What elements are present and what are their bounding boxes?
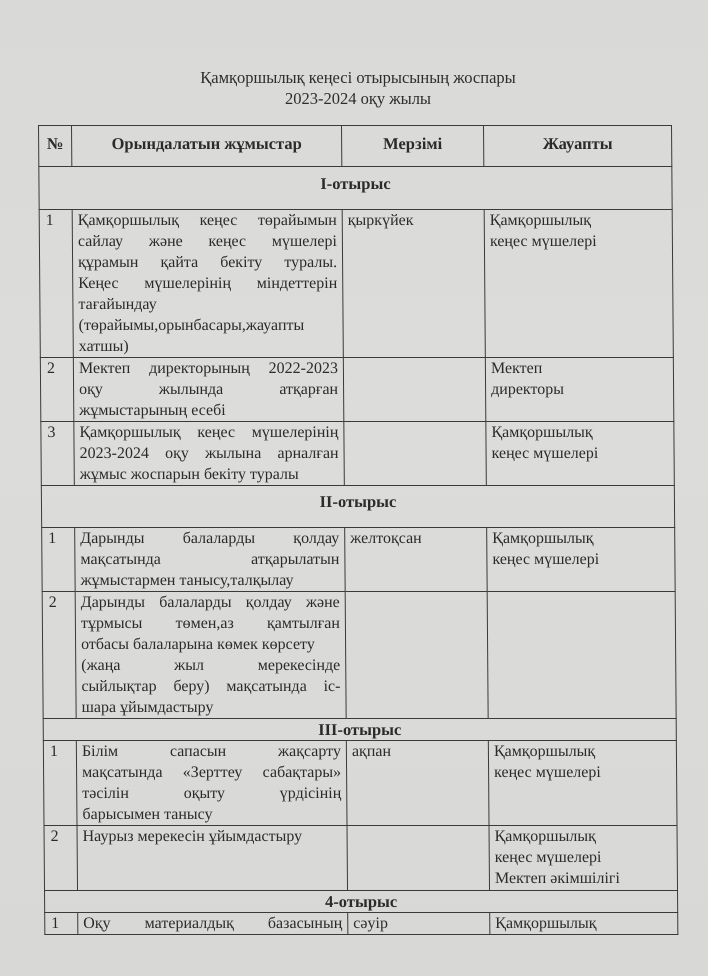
cell-responsible [489,826,678,891]
responsible-line: директоры [491,381,565,398]
work-line: құрамын қайта бекіту туралы. [78,254,338,271]
work-line: Оқу материалдық базасының [83,915,343,932]
work-line: отбасы балаларына көмек көрсету [81,636,315,653]
work-line: жұмыстарының есебі [79,402,226,419]
cell-work [74,422,345,486]
work-line: тағайындау [78,296,157,313]
cell-work [72,210,343,358]
header-responsible: Жауапты [484,126,672,167]
cell-work [73,358,344,422]
work-line: сыйлықтар беру) мақсатында іс- [81,678,341,695]
cell-responsible [488,741,677,826]
cell-no: 1 [42,528,76,592]
cell-responsible [490,913,678,935]
table-header-row [39,126,672,167]
work-line: (жаңа жыл мерекесінде [81,657,341,674]
cell-term [345,592,488,719]
cell-responsible [487,528,676,592]
cell-responsible [486,422,675,486]
title-line-2: 2023-2024 оқу жылы [284,89,432,108]
title-line-1: Қамқоршылық кеңесі отырысының жоспары [200,68,516,87]
work-line: Кеңес мүшелерінің міндеттерін [78,275,338,292]
work-line: 2023-2024 оқу жылына арналған [79,445,339,462]
work-line: оқу жылында атқарған [79,381,339,398]
responsible-line: Қамқоршылық [494,828,596,845]
cell-term: ақпан [346,741,489,826]
work-line: Қамқоршылық кеңес төрайымын [77,212,337,229]
responsible-line: Қамқоршылық [495,915,597,932]
table-row [45,913,678,935]
responsible-line: Қамқоршылық [489,212,592,229]
cell-term: қыркүйек [342,210,485,358]
document-title [0,67,708,109]
responsible-line: кеңес мүшелері [494,849,602,866]
work-line: шара ұйымдастыру [81,699,214,716]
table-body [39,167,678,935]
cell-responsible [484,210,673,358]
work-line: Мектеп директорының 2022-2023 [78,360,338,377]
table-row [40,358,674,422]
work-line: сайлау және кеңес мүшелері [77,233,337,250]
plan-table-container [38,125,678,935]
responsible-line: кеңес мүшелері [494,764,601,781]
work-line: Дарынды балаларды қолдау [80,530,340,547]
table-row [44,826,678,891]
work-line: тұрмысы төмен,аз қамтылған [80,615,340,632]
cell-responsible [485,358,674,422]
cell-responsible [487,592,676,719]
work-line: Дарынды балаларды қолдау және [80,594,340,611]
header-term: Мерзімі [342,126,484,167]
header-no: № [39,126,72,167]
work-line: Қамқоршылық кеңес мүшелерінің [79,424,339,441]
table-row [43,741,677,826]
cell-work [76,741,347,826]
responsible-line: Мектеп [490,360,543,377]
work-line: Білім сапасын жақсарту [81,743,341,760]
table-row [42,528,676,592]
cell-no: 2 [42,592,76,719]
header-work: Орындалатын жұмыстар [72,126,342,167]
responsible-line: Қамқоршылық [493,743,596,760]
work-line: мақсатында атқарылатын [80,551,340,568]
work-line: тәсілін оқыту үрдісінің [82,785,342,802]
work-line: Наурыз мерекесін ұйымдастыру [82,828,303,845]
cell-no: 2 [44,826,78,891]
cell-term: желтоқсан [345,528,488,592]
section-title: II-отырыс [41,486,674,528]
cell-no: 2 [40,358,74,422]
work-line: жұмыстармен танысу,талқылау [80,572,294,589]
work-line: жұмыс жоспарын бекіту туралы [79,466,299,483]
cell-no: 3 [41,422,75,486]
section-row [43,719,676,741]
cell-no: 1 [39,210,73,358]
work-line: мақсатында «Зерттеу сабақтары» [82,764,342,781]
cell-no: 1 [45,913,78,935]
cell-work [77,826,348,891]
responsible-line: Қамқоршылық [492,530,594,547]
work-line: хатшы) [78,338,129,355]
responsible-line: кеңес мүшелері [492,551,600,568]
section-row [41,486,674,528]
section-row [45,891,678,913]
cell-term [344,422,487,486]
responsible-line: Қамқоршылық [491,424,593,441]
cell-term [343,358,486,422]
cell-no: 1 [43,741,77,826]
cell-work [75,592,346,719]
cell-term [347,826,490,891]
cell-term: сәуір [348,913,490,935]
cell-work [75,528,346,592]
table-row [41,422,675,486]
work-line: барысымен танысу [82,806,213,823]
table-row [39,210,673,358]
responsible-line: кеңес мүшелері [491,445,599,462]
responsible-line: кеңес мүшелері [489,233,597,250]
table-row [42,592,676,719]
plan-table [38,125,678,935]
section-title: III-отырыс [43,719,676,741]
cell-work [78,913,348,935]
work-line: (төрайымы,орынбасары,жауапты [78,317,305,334]
responsible-line: Мектеп әкімшілігі [494,870,620,887]
section-title: I-отырыс [39,167,672,210]
section-title: 4-отырыс [45,891,678,913]
section-row [39,167,672,210]
